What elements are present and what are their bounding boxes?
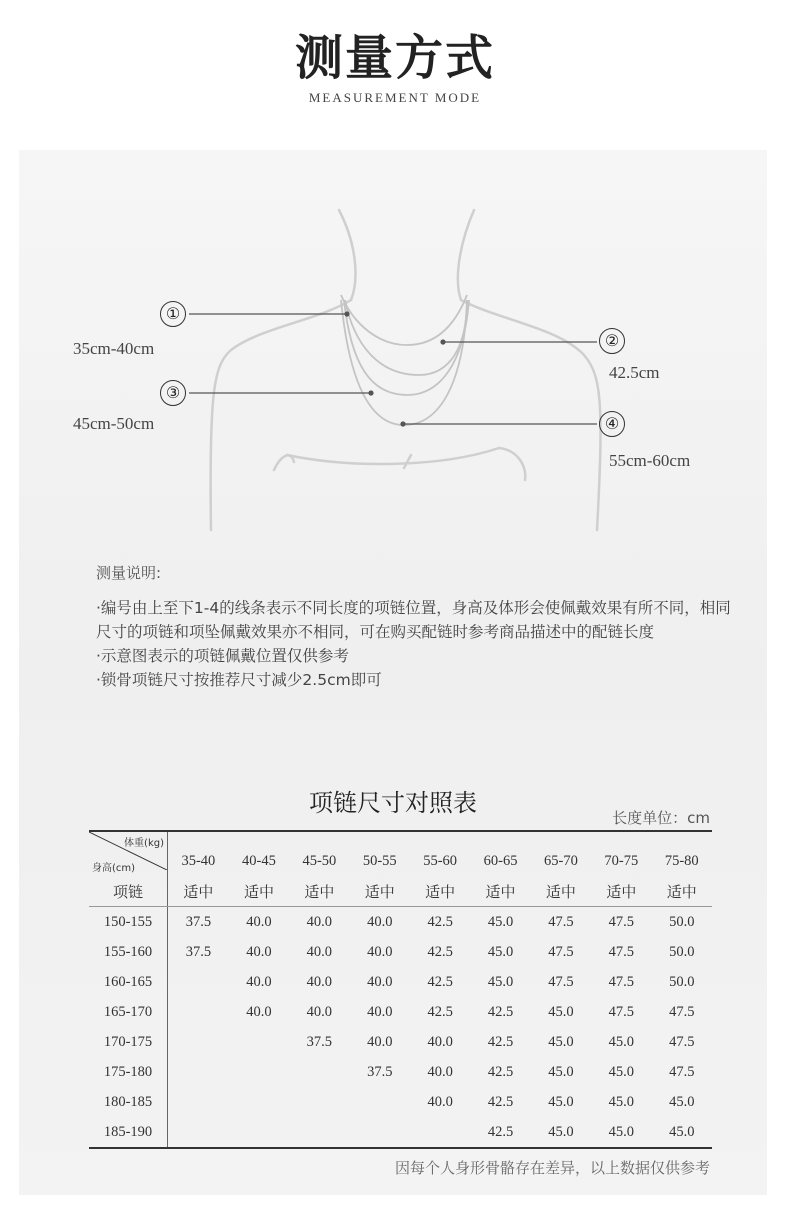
table-row bbox=[89, 1087, 712, 1117]
length-cell: 42.5 bbox=[487, 1063, 514, 1080]
note-line: ·示意图表示的项链佩戴位置仅供参考 bbox=[96, 647, 349, 665]
length-cell: 47.5 bbox=[608, 973, 634, 990]
length-cell: 40.0 bbox=[246, 943, 272, 960]
page-header bbox=[0, 28, 790, 106]
length-cell: 45.0 bbox=[487, 973, 514, 990]
length-cell: 40.0 bbox=[246, 913, 272, 930]
length-cell bbox=[229, 1027, 289, 1057]
height-range-cell: 150-155 bbox=[89, 907, 168, 938]
length-cell bbox=[289, 1057, 349, 1087]
length-cell: 40.0 bbox=[306, 913, 333, 930]
content-panel bbox=[19, 150, 767, 1195]
table-title: 项链尺寸对照表 bbox=[309, 789, 477, 817]
footnote: 因每个人身形骨骼存在差异，以上数据仅供参考 bbox=[394, 1159, 710, 1177]
length-cell: 40.0 bbox=[427, 1063, 453, 1080]
length-cell: 50.0 bbox=[669, 973, 695, 990]
length-cell bbox=[229, 1117, 289, 1148]
length-cell: 42.5 bbox=[487, 1093, 514, 1110]
length-label-1: 35cm-40cm bbox=[73, 339, 155, 358]
weight-header: 65-70 bbox=[544, 853, 578, 869]
length-cell: 45.0 bbox=[548, 1063, 574, 1080]
marker-3: ③ bbox=[160, 380, 186, 406]
fit-cell: 适中 bbox=[410, 876, 470, 907]
weight-header: 40-45 bbox=[242, 853, 276, 869]
length-cell: 40.0 bbox=[367, 943, 393, 960]
table-row bbox=[89, 907, 712, 938]
note-line: ·锁骨项链尺寸按推荐尺寸减少2.5cm即可 bbox=[96, 671, 382, 689]
weight-header: 70-75 bbox=[604, 853, 639, 869]
table-row bbox=[89, 1117, 712, 1148]
length-cell bbox=[168, 1027, 229, 1057]
fit-cell: 适中 bbox=[289, 876, 349, 907]
length-cell: 40.0 bbox=[367, 1003, 393, 1020]
fit-cell: 适中 bbox=[168, 876, 229, 907]
length-cell: 47.5 bbox=[608, 943, 634, 960]
length-cell: 37.5 bbox=[185, 913, 212, 930]
note-line: ·编号由上至下1-4的线条表示不同长度的项链位置，身高及体形会使佩戴效果有所不同，相同尺寸的项链和项坠佩戴效果亦不相同，可在购买配链时参考商品描述中的配链长度 bbox=[96, 599, 731, 641]
length-cell: 37.5 bbox=[185, 943, 212, 960]
height-axis-label: 身高(cm) bbox=[92, 863, 136, 874]
length-cell: 47.5 bbox=[669, 1003, 695, 1020]
length-cell bbox=[289, 1117, 349, 1148]
length-cell: 37.5 bbox=[306, 1033, 333, 1050]
unit-label: 长度单位：cm bbox=[612, 809, 710, 827]
length-cell: 42.5 bbox=[427, 943, 453, 960]
fit-cell: 适中 bbox=[531, 876, 591, 907]
length-cell: 45.0 bbox=[608, 1033, 634, 1050]
marker-4: ④ bbox=[599, 411, 625, 437]
length-cell: 45.0 bbox=[669, 1123, 695, 1140]
length-cell: 40.0 bbox=[367, 973, 393, 990]
page-subtitle: MEASUREMENT MODE bbox=[308, 90, 482, 105]
length-cell: 50.0 bbox=[669, 913, 695, 930]
length-cell: 40.0 bbox=[246, 1003, 272, 1020]
length-cell: 45.0 bbox=[548, 1003, 574, 1020]
length-cell: 45.0 bbox=[608, 1063, 634, 1080]
length-cell: 42.5 bbox=[487, 1123, 514, 1140]
length-cell: 40.0 bbox=[306, 1003, 333, 1020]
length-cell: 45.0 bbox=[548, 1093, 574, 1110]
weight-header: 35-40 bbox=[181, 853, 216, 869]
size-chart-table bbox=[89, 830, 712, 1149]
notes-title: 测量说明: bbox=[96, 564, 162, 582]
length-cell: 47.5 bbox=[608, 1003, 634, 1020]
length-cell: 40.0 bbox=[306, 943, 333, 960]
length-cell: 40.0 bbox=[427, 1093, 453, 1110]
fit-row-label: 项链 bbox=[89, 876, 168, 907]
height-range-cell: 160-165 bbox=[89, 967, 168, 997]
height-range-cell: 180-185 bbox=[89, 1087, 168, 1117]
length-label-4: 55cm-60cm bbox=[609, 451, 691, 470]
length-cell: 45.0 bbox=[548, 1123, 574, 1140]
length-cell: 37.5 bbox=[367, 1063, 393, 1080]
table-row bbox=[89, 997, 712, 1027]
length-cell: 45.0 bbox=[548, 1033, 574, 1050]
length-cell bbox=[350, 1087, 410, 1117]
length-cell bbox=[350, 1117, 410, 1148]
length-cell: 47.5 bbox=[548, 943, 574, 960]
length-cell: 47.5 bbox=[548, 913, 574, 930]
length-cell: 50.0 bbox=[669, 943, 695, 960]
length-label-3: 45cm-50cm bbox=[73, 414, 155, 433]
length-cell bbox=[168, 997, 229, 1027]
length-cell bbox=[168, 1057, 229, 1087]
length-cell: 42.5 bbox=[427, 1003, 453, 1020]
fit-cell: 适中 bbox=[350, 876, 410, 907]
weight-header: 50-55 bbox=[362, 853, 397, 869]
marker-1: ① bbox=[160, 301, 186, 327]
length-cell: 47.5 bbox=[548, 973, 574, 990]
fit-cell: 适中 bbox=[652, 876, 712, 907]
length-cell bbox=[168, 967, 229, 997]
height-range-cell: 165-170 bbox=[89, 997, 168, 1027]
table-row bbox=[89, 1057, 712, 1087]
fit-row bbox=[89, 876, 712, 907]
length-cell: 40.0 bbox=[246, 973, 272, 990]
fit-cell: 适中 bbox=[470, 876, 530, 907]
length-label-2: 42.5cm bbox=[609, 363, 660, 382]
length-cell: 42.5 bbox=[427, 973, 453, 990]
fit-cell: 适中 bbox=[591, 876, 651, 907]
length-cell bbox=[168, 1087, 229, 1117]
height-range-cell: 175-180 bbox=[89, 1057, 168, 1087]
height-range-cell: 185-190 bbox=[89, 1117, 168, 1148]
table-row bbox=[89, 1027, 712, 1057]
length-cell: 45.0 bbox=[608, 1123, 634, 1140]
length-cell: 40.0 bbox=[427, 1033, 453, 1050]
length-cell: 40.0 bbox=[367, 913, 393, 930]
length-cell: 47.5 bbox=[608, 913, 634, 930]
page-title: 测量方式 bbox=[294, 30, 495, 86]
length-cell: 42.5 bbox=[427, 913, 453, 930]
header-row bbox=[89, 831, 712, 876]
length-cell: 45.0 bbox=[608, 1093, 634, 1110]
length-cell: 42.5 bbox=[487, 1033, 514, 1050]
marker-2: ② bbox=[599, 328, 625, 354]
notes-list bbox=[96, 596, 736, 692]
length-cell bbox=[229, 1087, 289, 1117]
length-cell: 40.0 bbox=[367, 1033, 393, 1050]
length-cell: 40.0 bbox=[306, 973, 333, 990]
weight-header: 60-65 bbox=[483, 853, 518, 869]
height-range-cell: 170-175 bbox=[89, 1027, 168, 1057]
length-cell: 45.0 bbox=[669, 1093, 695, 1110]
corner-cell bbox=[89, 831, 168, 876]
weight-header: 45-50 bbox=[302, 853, 337, 869]
length-cell: 42.5 bbox=[487, 1003, 514, 1020]
length-cell bbox=[289, 1087, 349, 1117]
length-cell: 45.0 bbox=[487, 943, 514, 960]
length-cell bbox=[229, 1057, 289, 1087]
weight-header: 75-80 bbox=[664, 853, 699, 869]
length-cell bbox=[168, 1117, 229, 1148]
table-row bbox=[89, 967, 712, 997]
weight-header: 55-60 bbox=[423, 853, 458, 869]
length-cell: 45.0 bbox=[487, 913, 514, 930]
length-cell: 47.5 bbox=[669, 1063, 695, 1080]
height-range-cell: 155-160 bbox=[89, 937, 168, 967]
table-row bbox=[89, 937, 712, 967]
length-cell: 47.5 bbox=[669, 1033, 695, 1050]
fit-cell: 适中 bbox=[229, 876, 289, 907]
length-cell bbox=[410, 1117, 470, 1148]
weight-axis-label: 体重(kg) bbox=[124, 838, 164, 849]
